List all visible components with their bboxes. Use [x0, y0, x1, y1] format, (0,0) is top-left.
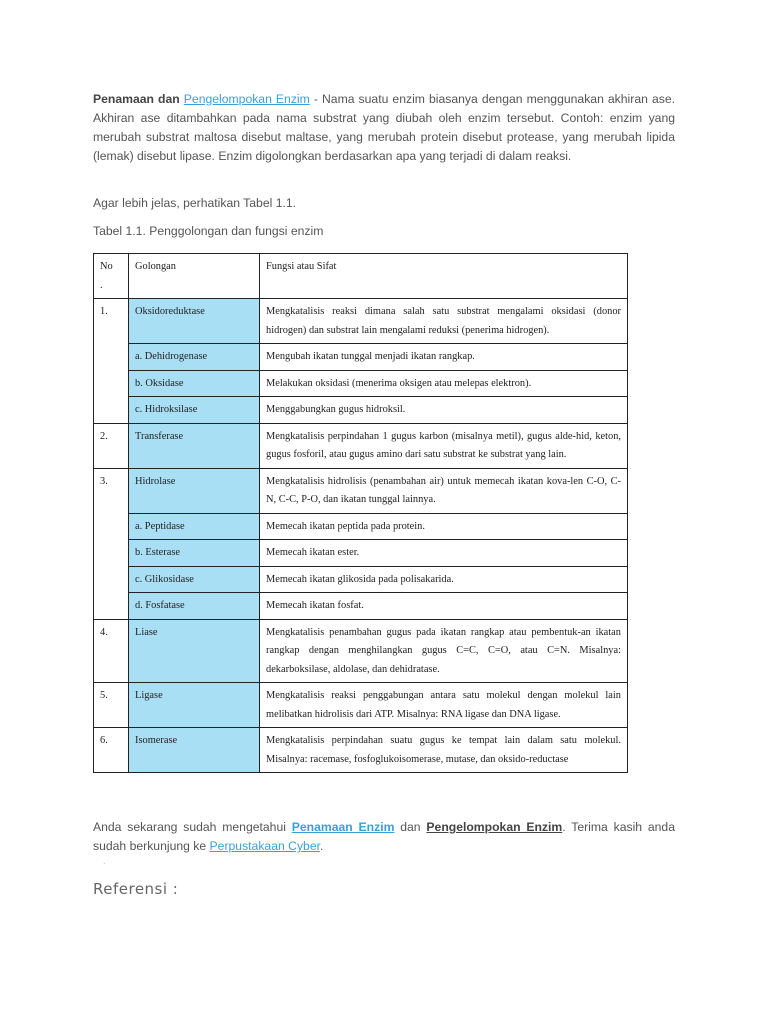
table-row — [94, 619, 628, 683]
table-row — [94, 728, 628, 773]
cell-fungsi: Mengkatalisis perpindahan suatu gugus ke tempat lain dalam satu molekul. Misalnya: racemase, fosfoglukoisomerase, mutase, dan oksido-reductase — [260, 728, 628, 773]
cell-golongan: d. Fosfatase — [129, 593, 260, 620]
link-pengelompokan-enzim[interactable]: Pengelompokan Enzim — [183, 92, 310, 106]
cell-no: 4. — [94, 619, 129, 683]
stray-dot: . — [103, 856, 106, 866]
intro-bold-lead: Penamaan dan — [93, 92, 180, 106]
outro-text-3: . Terima kasih anda sudah berkunjung ke — [93, 820, 675, 853]
cell-fungsi: Mengkatalisis reaksi dimana salah satu substrat mengalami oksidasi (donor hidrogen) dan substrat lain mengalami reduksi (penerima hidrogen). — [260, 299, 628, 344]
cell-golongan: Transferase — [129, 423, 260, 468]
enzyme-table — [93, 253, 628, 773]
cell-golongan: Hidrolase — [129, 468, 260, 513]
cell-golongan: Ligase — [129, 683, 260, 728]
table-header-row — [94, 254, 628, 299]
link-pengelompokan-enzim-2[interactable]: Pengelompokan Enzim — [426, 820, 563, 834]
agar-text: Agar lebih jelas, perhatikan Tabel 1.1. — [93, 196, 297, 210]
outro-text-4: . — [319, 839, 324, 853]
cell-golongan: Oksidoreduktase — [129, 299, 260, 344]
table-row — [94, 468, 628, 513]
intro-text: - Nama suatu enzim biasanya dengan menggunakan akhiran ase. Akhiran ase ditambahkan pada nama substrat yang diubah oleh enzim tersebut. Contoh: enzim yang merubah substrat maltosa disebut maltase, yang merubah protein disebut protease, yang merubah lipida (lemak) disebut lipase. Enzim digolongkan berdasarkan apa yang terjadi di dalam reaksi. — [93, 92, 675, 163]
table-row — [94, 423, 628, 468]
cell-golongan: Isomerase — [129, 728, 260, 773]
cell-fungsi: Mengkatalisis perpindahan 1 gugus karbon (misalnya metil), gugus alde-hid, keton, gugus fosforil, atau gugus amino dari satu substrat ke substrat yang lain. — [260, 423, 628, 468]
link-perpustakaan-cyber[interactable]: Perpustakaan Cyber — [209, 839, 320, 853]
cell-fungsi: Mengubah ikatan tunggal menjadi ikatan rangkap. — [260, 344, 628, 371]
cell-fungsi: Memecah ikatan fosfat. — [260, 593, 628, 620]
cell-no: 3. — [94, 468, 129, 619]
cell-golongan: Liase — [129, 619, 260, 683]
intro-paragraph — [93, 90, 675, 166]
cell-no: 6. — [94, 728, 129, 773]
link-penamaan-enzim[interactable]: Penamaan Enzim — [291, 820, 395, 834]
cell-fungsi: Memecah ikatan ester. — [260, 540, 628, 567]
cell-fungsi: Melakukan oksidasi (menerima oksigen atau melepas elektron). — [260, 370, 628, 397]
header-golongan: Golongan — [129, 254, 260, 299]
outro-text-1: Anda sekarang sudah mengetahui — [93, 820, 292, 834]
cell-no: 5. — [94, 683, 129, 728]
table-row — [94, 370, 628, 397]
table-row — [94, 683, 628, 728]
header-fungsi: Fungsi atau Sifat — [260, 254, 628, 299]
cell-golongan: c. Glikosidase — [129, 566, 260, 593]
header-no: No . — [94, 254, 129, 299]
cell-fungsi: Memecah ikatan peptida pada protein. — [260, 513, 628, 540]
cell-golongan: a. Peptidase — [129, 513, 260, 540]
table-row — [94, 593, 628, 620]
cell-no: 1. — [94, 299, 129, 424]
table-row — [94, 566, 628, 593]
cell-golongan: a. Dehidrogenase — [129, 344, 260, 371]
table-row — [94, 299, 628, 344]
cell-fungsi: Memecah ikatan glikosida pada polisakarida. — [260, 566, 628, 593]
cell-fungsi: Mengkatalisis hidrolisis (penambahan air) untuk memecah ikatan kova-len C-O, C-N, C-C, P-O, dan ikatan tunggal lainnya. — [260, 468, 628, 513]
outro-text-2: dan — [394, 820, 427, 834]
cell-fungsi: Menggabungkan gugus hidroksil. — [260, 397, 628, 424]
cell-fungsi: Mengkatalisis penambahan gugus pada ikatan rangkap atau pembentuk-an ikatan rangkap dengan menghilangkan gugus C=C, C=O, atau C=N. Misalnya: dekarboksilase, aldolase, dan dehidratase. — [260, 619, 628, 683]
table-caption: Tabel 1.1. Penggolongan dan fungsi enzim — [93, 224, 324, 238]
table-row — [94, 344, 628, 371]
cell-golongan: b. Oksidase — [129, 370, 260, 397]
cell-golongan: b. Esterase — [129, 540, 260, 567]
cell-no: 2. — [94, 423, 129, 468]
table-row — [94, 513, 628, 540]
references-heading: Referensi : — [93, 880, 179, 898]
outro-paragraph — [93, 818, 675, 856]
cell-golongan: c. Hidroksilase — [129, 397, 260, 424]
table-row — [94, 397, 628, 424]
cell-fungsi: Mengkatalisis reaksi penggabungan antara satu molekul dengan molekul lain melibatkan hidrolisis dari ATP. Misalnya: RNA ligase dan DNA ligase. — [260, 683, 628, 728]
table-row — [94, 540, 628, 567]
